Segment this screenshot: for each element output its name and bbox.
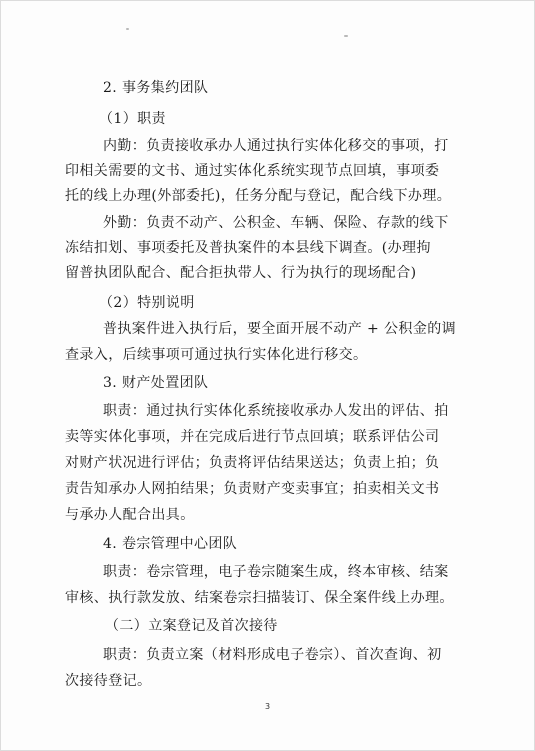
section-heading: 2. 事务集约团队 — [103, 80, 209, 96]
subsection-heading: （2）特别说明 — [99, 295, 195, 311]
text-line: 责告知承办人网拍结果；负责财产变卖事宜；拍卖相关文书 — [65, 481, 440, 497]
text-line: 职责：通过执行实体化系统接收承办人发出的评估、拍 — [103, 403, 449, 419]
text-line: 外勤：负责不动产、公积金、车辆、保险、存款的线下 — [103, 215, 449, 231]
text-line: 查录入，后续事项可通过执行实体化进行移交。 — [65, 347, 368, 363]
text-line: 印相关需要的文书、通过实体化系统实现节点回填，事项委 — [65, 163, 440, 179]
section-heading: 3. 财产处置团队 — [103, 375, 209, 391]
section-heading: 4. 卷宗管理中心团队 — [103, 536, 238, 552]
text-line: 次接待登记。 — [65, 673, 152, 689]
text-line: 与承办人配合出具。 — [65, 507, 195, 523]
text-line: 普执案件进入执行后，要全面开展不动产 + 公积金的调 — [103, 321, 457, 337]
section-heading: （二）立案登记及首次接待 — [105, 618, 278, 634]
text-line: 职责：卷宗管理，电子卷宗随案生成，终本审核、结案 — [103, 564, 449, 580]
text-line: 冻结扣划、事项委托及普执案件的本县线下调查。(办理拘 — [65, 240, 431, 256]
subsection-heading: （1）职责 — [99, 111, 166, 127]
page-number: 3 — [264, 702, 271, 711]
scan-speck — [344, 35, 348, 37]
text-line: 职责：负责立案（材料形成电子卷宗）、首次查询、初 — [103, 647, 442, 663]
text-line: 内勤：负责接收承办人通过执行实体化移交的事项，打 — [103, 138, 449, 154]
text-line: 对财产状况进行评估；负责将评估结果送达；负责上拍；负 — [65, 455, 440, 471]
text-line: 卖等实体化事项，并在完成后进行节点回填；联系评估公司 — [65, 429, 440, 445]
text-line: 托的线上办理(外部委托)，任务分配与登记，配合线下办理。 — [65, 188, 452, 204]
text-line: 留普执团队配合、配合拒执带人、行为执行的现场配合) — [65, 265, 417, 281]
text-line: 审核、执行款发放、结案卷宗扫描装订、保全案件线上办理。 — [65, 590, 454, 606]
scan-speck — [126, 28, 129, 30]
